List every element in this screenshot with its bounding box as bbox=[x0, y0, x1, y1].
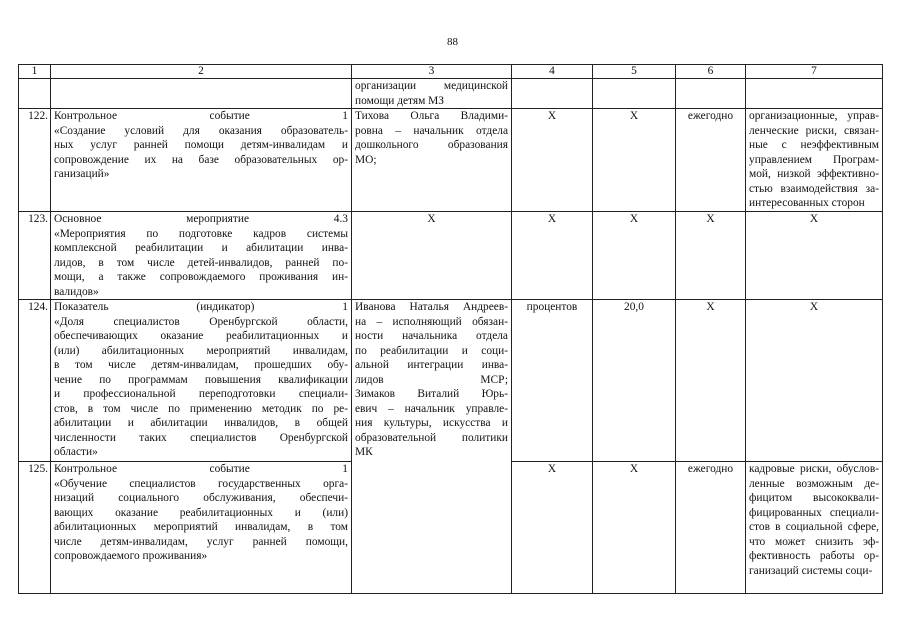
text-line: ния культуры, искусства и bbox=[355, 417, 508, 429]
row-number: 125. bbox=[19, 462, 51, 594]
unit-cell: X bbox=[512, 212, 593, 300]
text-line: числе детям-инвалидам, услуг ранней помощи, bbox=[54, 535, 348, 548]
text-line: стов, в том числе по применению методик по ре- bbox=[54, 402, 348, 415]
text-line: «Создание условий для оказания образователь- bbox=[54, 124, 348, 137]
column-number-row bbox=[19, 65, 883, 79]
text-line: образовательной политики bbox=[355, 431, 508, 444]
column-number: 1 bbox=[19, 65, 51, 79]
text-line: ные с неэффективным bbox=[749, 139, 879, 151]
text-line: области» bbox=[54, 446, 98, 458]
text-line: по реабилитации и соци- bbox=[355, 344, 508, 357]
text-line: Зимаков Виталий Юрь- bbox=[355, 388, 508, 400]
text-line: и профессиональной переподготовки специали- bbox=[54, 388, 348, 400]
text-line: лидов, в том числе детей-инвалидов, ранней по- bbox=[54, 256, 348, 269]
text-line: мой, низкой эффективно- bbox=[749, 168, 879, 180]
unit-cell: процентов bbox=[512, 300, 593, 462]
unit-cell bbox=[512, 79, 593, 109]
text-line: ленческие риски, связан- bbox=[749, 124, 879, 137]
text-line: чение по программам повышения квалификации bbox=[54, 373, 348, 386]
column-number: 4 bbox=[512, 65, 593, 79]
responsible-executor bbox=[352, 109, 512, 212]
row-number: 122. bbox=[19, 109, 51, 212]
value-cell bbox=[593, 79, 676, 109]
text-line: абилитационных мероприятий инвалидам, в том bbox=[54, 521, 348, 533]
risks-cell bbox=[746, 462, 883, 594]
table-row bbox=[19, 109, 883, 212]
row-number bbox=[19, 79, 51, 109]
text-line: управлением Програм- bbox=[749, 153, 879, 166]
text-line: абилитации и абилитации инвалидов, в общей bbox=[54, 417, 348, 429]
text-line: фицитом высококвали- bbox=[749, 492, 879, 504]
text-line: что может снизить эф- bbox=[749, 535, 879, 548]
frequency-cell: X bbox=[676, 300, 746, 462]
responsible-executor: X bbox=[352, 212, 512, 300]
text-line: лидов МСР; bbox=[355, 373, 508, 386]
text-line: фективность работы ор- bbox=[749, 550, 879, 562]
text-line: комплексной реабилитации и абилитации инва- bbox=[54, 242, 348, 254]
text-line: стью взаимодействия за- bbox=[749, 182, 879, 195]
column-number: 3 bbox=[352, 65, 512, 79]
event-description bbox=[51, 462, 352, 594]
responsible-executor bbox=[352, 462, 512, 594]
row-number: 124. bbox=[19, 300, 51, 462]
event-description bbox=[51, 109, 352, 212]
text-line: организации медицинской bbox=[355, 80, 508, 92]
column-number: 6 bbox=[676, 65, 746, 79]
text-line: Контрольное событие 1 bbox=[54, 110, 348, 122]
text-line: кадровые риски, обуслов- bbox=[749, 463, 879, 475]
text-line: сопровождаемого проживания» bbox=[54, 550, 208, 562]
frequency-cell bbox=[676, 79, 746, 109]
text-line: вающих оказание реабилитационных и (или) bbox=[54, 506, 348, 519]
value-cell: X bbox=[593, 109, 676, 212]
risks-cell bbox=[746, 79, 883, 109]
text-line: Основное мероприятие 4.3 bbox=[54, 213, 348, 225]
table-row bbox=[19, 79, 883, 109]
text-line: стов в социальной сфере, bbox=[749, 521, 879, 533]
value-cell: X bbox=[593, 212, 676, 300]
risks-cell: X bbox=[746, 300, 883, 462]
text-line: Показатель (индикатор) 1 bbox=[54, 301, 348, 313]
text-line: Иванова Наталья Андреев- bbox=[355, 301, 508, 313]
text-line: Контрольное событие 1 bbox=[54, 463, 348, 475]
table-row bbox=[19, 300, 883, 462]
text-line: ровна – начальник отдела bbox=[355, 124, 508, 137]
text-line: на – исполняющий обязан- bbox=[355, 315, 508, 328]
text-line: «Обучение специалистов государственных орга- bbox=[54, 477, 348, 490]
responsible-executor bbox=[352, 79, 512, 109]
frequency-cell: X bbox=[676, 212, 746, 300]
page-number: 88 bbox=[447, 36, 458, 48]
value-cell: 20,0 bbox=[593, 300, 676, 462]
text-line: валидов» bbox=[54, 285, 99, 298]
column-number: 2 bbox=[51, 65, 352, 79]
text-line: «Мероприятия по подготовке кадров системы bbox=[54, 227, 348, 240]
text-line: фицированных специали- bbox=[749, 506, 879, 519]
event-description bbox=[51, 212, 352, 300]
risks-cell: X bbox=[746, 212, 883, 300]
table-row bbox=[19, 212, 883, 300]
program-table bbox=[18, 64, 883, 594]
text-line: в том числе детям-инвалидам, прошедших обу- bbox=[54, 359, 348, 371]
frequency-cell: ежегодно bbox=[676, 462, 746, 594]
unit-cell: X bbox=[512, 462, 593, 594]
table-row bbox=[19, 462, 883, 594]
text-line: (или) абилитационных мероприятий инвалидам, bbox=[54, 344, 348, 357]
row-number: 123. bbox=[19, 212, 51, 300]
responsible-executor bbox=[352, 300, 512, 462]
text-line: МО; bbox=[355, 153, 377, 166]
text-line: МК bbox=[355, 446, 373, 458]
text-line: дошкольного образования bbox=[355, 139, 508, 151]
text-line: ленные возможным де- bbox=[749, 477, 879, 490]
event-description bbox=[51, 300, 352, 462]
event-description bbox=[51, 79, 352, 109]
text-line: низаций социального обслуживания, обеспечи- bbox=[54, 492, 348, 504]
risks-cell bbox=[746, 109, 883, 212]
text-line: ности начальника отдела bbox=[355, 330, 508, 342]
text-line: организационные, управ- bbox=[749, 110, 879, 122]
value-cell: X bbox=[593, 462, 676, 594]
text-line: ганизаций системы соци- bbox=[749, 564, 873, 577]
text-line: численности таких специалистов Оренбургской bbox=[54, 431, 348, 444]
column-number: 5 bbox=[593, 65, 676, 79]
text-line: евич – начальник управле- bbox=[355, 402, 508, 415]
column-number: 7 bbox=[746, 65, 883, 79]
text-line: ганизаций» bbox=[54, 168, 110, 180]
text-line: обеспечивающих оказание реабилитационных и bbox=[54, 330, 348, 342]
text-line: мощи, а также сопровождаемого проживания ин- bbox=[54, 271, 348, 283]
text-line: помощи детям МЗ bbox=[355, 94, 445, 107]
text-line: альной интеграции инва- bbox=[355, 359, 508, 371]
text-line: сопровождение их на базе образовательных ор- bbox=[54, 153, 348, 166]
unit-cell: X bbox=[512, 109, 593, 212]
text-line: Тихова Ольга Владими- bbox=[355, 110, 508, 122]
text-line: ных услуг ранней помощи детям-инвалидам и bbox=[54, 139, 348, 151]
text-line: интересованных сторон bbox=[749, 197, 865, 209]
frequency-cell: ежегодно bbox=[676, 109, 746, 212]
text-line: «Доля специалистов Оренбургской области, bbox=[54, 315, 348, 328]
